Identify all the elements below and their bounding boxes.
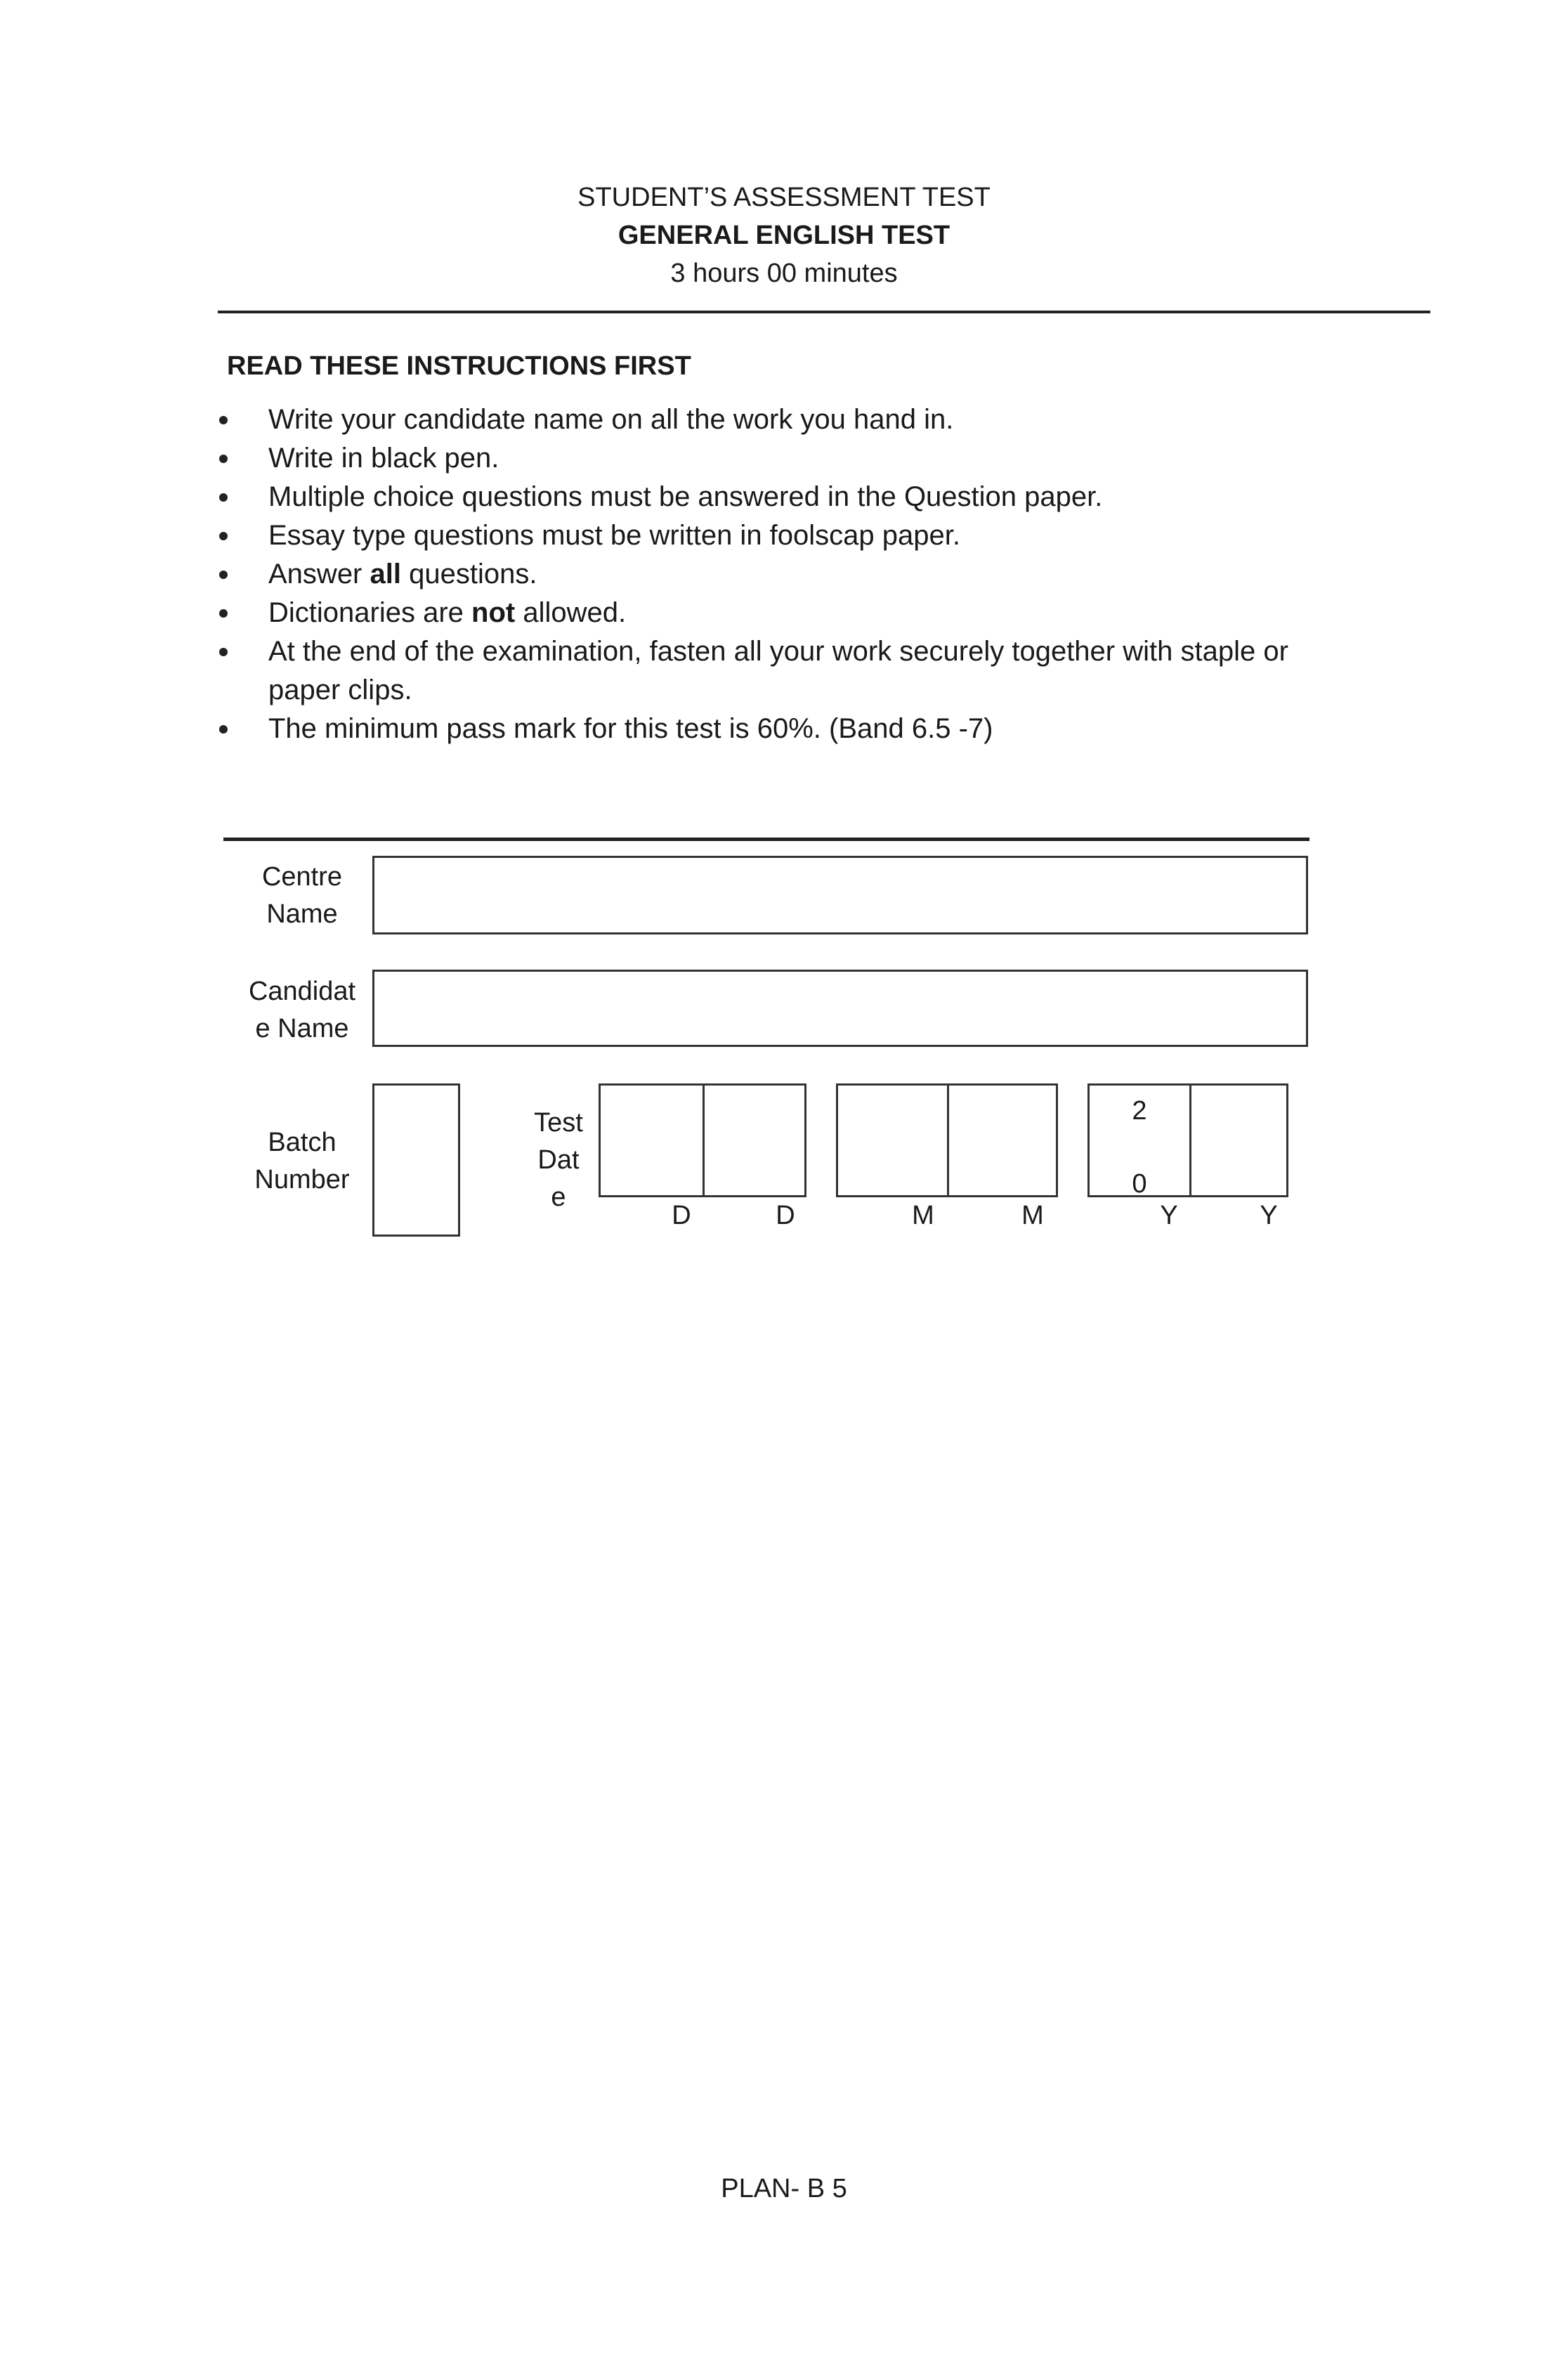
header-duration: 3 hours 00 minutes <box>670 259 898 288</box>
year-prefill-top: 2 <box>1132 1096 1147 1126</box>
test-date-year-field[interactable] <box>1087 1083 1288 1197</box>
centre-name-label-line2: Name <box>266 899 338 929</box>
header-assessment-title: STUDENT’S ASSESSMENT TEST <box>577 183 991 212</box>
bullet-icon <box>219 571 228 579</box>
instruction-item <box>211 478 1335 516</box>
bullet-icon <box>219 532 228 540</box>
date-format-d1: D <box>672 1201 691 1230</box>
header-divider <box>218 311 1430 313</box>
date-format-y2: Y <box>1260 1201 1278 1230</box>
batch-number-label-line1: Batch <box>268 1128 337 1157</box>
batch-number-label-line2: Number <box>254 1165 350 1194</box>
instructions-list <box>211 400 1335 748</box>
instruction-text: The minimum pass mark for this test is 60%. (Band 6.5 -7) <box>268 713 993 744</box>
month-cell-divider <box>947 1086 949 1195</box>
instruction-text-pre: Answer <box>268 559 370 590</box>
test-date-day-field[interactable] <box>599 1083 806 1197</box>
instruction-text: Write your candidate name on all the work you hand in. <box>268 404 954 435</box>
date-format-y1: Y <box>1160 1201 1178 1230</box>
test-date-label-line2: Dat <box>537 1145 580 1175</box>
instruction-item <box>211 400 1335 439</box>
instruction-emphasis: not <box>471 597 516 628</box>
bullet-icon <box>219 416 228 424</box>
bullet-icon <box>219 455 228 463</box>
form-divider <box>223 838 1309 841</box>
test-date-label <box>516 1105 601 1216</box>
instruction-item <box>211 439 1335 478</box>
bullet-icon <box>219 493 228 502</box>
instruction-emphasis: all <box>370 559 401 590</box>
candidate-name-label <box>232 973 372 1048</box>
instruction-text-pre: Dictionaries are <box>268 597 472 628</box>
bullet-icon <box>219 609 228 618</box>
page-code: PLAN- B 5 <box>721 2174 847 2203</box>
bullet-icon <box>219 648 228 656</box>
instruction-text: Multiple choice questions must be answered in the Question paper. <box>268 481 1103 512</box>
instruction-text: Essay type questions must be written in foolscap paper. <box>268 520 960 551</box>
instruction-text: At the end of the examination, fasten all your work securely together with staple or paper clips. <box>268 636 1288 705</box>
day-cell-divider <box>703 1086 705 1195</box>
instruction-item <box>211 555 1335 594</box>
date-format-d2: D <box>776 1201 795 1230</box>
batch-number-field[interactable] <box>372 1083 460 1237</box>
test-date-label-line1: Test <box>534 1108 583 1138</box>
bullet-icon <box>219 725 228 734</box>
centre-name-label-line1: Centre <box>261 862 343 892</box>
instruction-text-post: questions. <box>400 559 537 590</box>
test-date-label-line3: e <box>551 1183 566 1212</box>
instruction-item <box>211 594 1335 632</box>
header-test-name: GENERAL ENGLISH TEST <box>618 221 950 250</box>
instruction-item <box>211 632 1335 710</box>
instruction-item <box>211 516 1335 555</box>
batch-number-label <box>232 1124 372 1199</box>
year-cell-divider <box>1189 1086 1191 1195</box>
instruction-item <box>211 710 1335 748</box>
instructions-heading: READ THESE INSTRUCTIONS FIRST <box>227 351 691 381</box>
test-date-month-field[interactable] <box>836 1083 1058 1197</box>
candidate-name-field[interactable] <box>372 970 1308 1047</box>
candidate-name-label-line2: e Name <box>255 1014 349 1043</box>
instruction-text: Write in black pen. <box>268 443 499 474</box>
year-prefill-bottom: 0 <box>1132 1169 1147 1199</box>
instruction-text-post: allowed. <box>515 597 627 628</box>
centre-name-field[interactable] <box>372 856 1308 934</box>
centre-name-label <box>232 859 372 933</box>
candidate-name-label-line1: Candidat <box>248 977 356 1006</box>
date-format-m1: M <box>912 1201 934 1230</box>
date-format-m2: M <box>1021 1201 1044 1230</box>
